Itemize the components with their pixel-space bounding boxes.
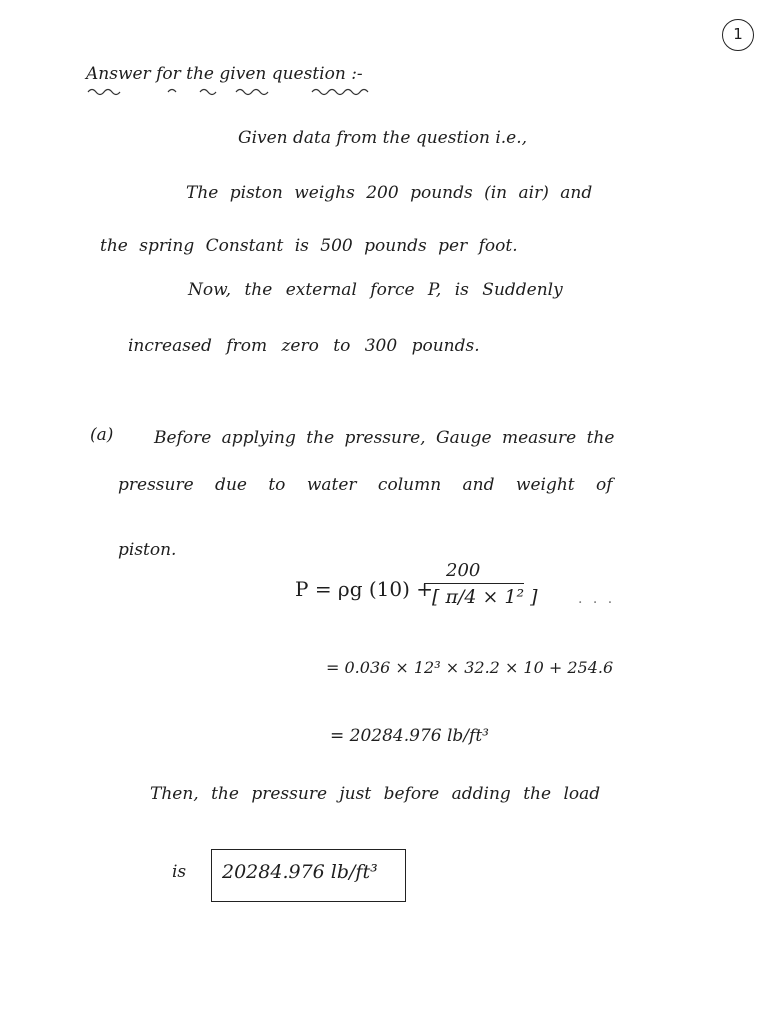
heading-wavy-underline xyxy=(86,86,386,98)
final-answer: 20284.976 lb/ft³ xyxy=(222,861,378,883)
fraction-numerator: 200 xyxy=(446,560,481,581)
fraction-denominator: [ π/4 × 1² ] xyxy=(432,586,538,608)
conclusion-line-1: Then, the pressure just before adding the load xyxy=(150,784,601,804)
given-line-1: The piston weighs 200 pounds (in air) and xyxy=(186,183,593,203)
given-line-3: Now, the external force P, is Suddenly xyxy=(188,280,563,300)
part-a-line-1: Before applying the pressure, Gauge measure the xyxy=(154,428,615,448)
answer-heading: Answer for the given question :- xyxy=(86,64,363,84)
part-a-line-3: piston. xyxy=(118,540,177,560)
page-number-circle: 1 xyxy=(722,19,754,51)
stray-dots: · · · xyxy=(578,595,616,611)
equation-lhs: P = ρg (10) + xyxy=(295,577,434,601)
equation-line-3: = 20284.976 lb/ft³ xyxy=(330,726,489,746)
equation-line-2: = 0.036 × 12³ × 32.2 × 10 + 254.6 xyxy=(326,658,614,677)
given-line-4: increased from zero to 300 pounds. xyxy=(128,336,480,356)
final-answer-box xyxy=(211,849,406,902)
conclusion-is: is xyxy=(172,862,187,882)
part-a-line-2: pressure due to water column and weight of xyxy=(118,475,613,495)
part-a-label: (a) xyxy=(90,425,114,445)
given-line-2: the spring Constant is 500 pounds per foot. xyxy=(100,236,518,256)
fraction-bar xyxy=(424,583,524,584)
intro-line: Given data from the question i.e., xyxy=(238,128,528,148)
